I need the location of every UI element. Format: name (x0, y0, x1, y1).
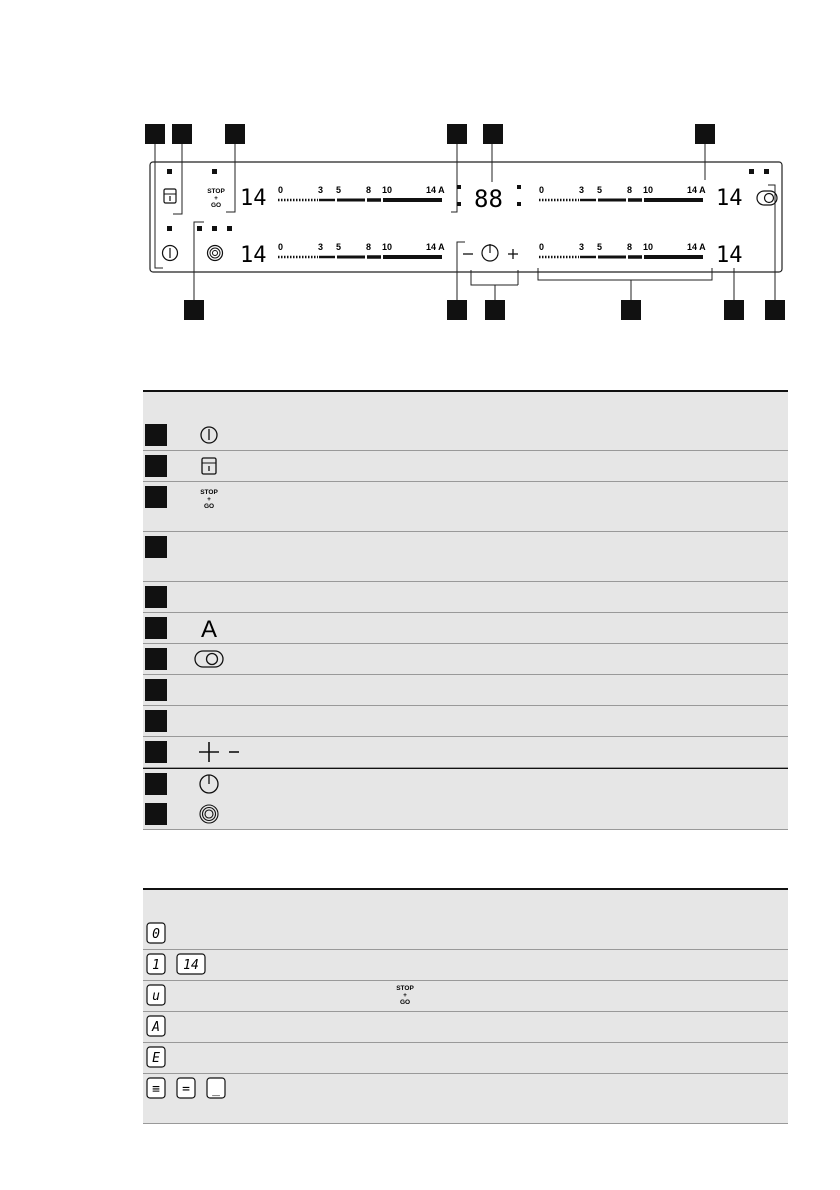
callout-3 (225, 124, 245, 144)
display-symbol: A (152, 1020, 160, 1035)
timer-icon (193, 769, 273, 799)
slider-tick-label: 5 (336, 242, 342, 252)
display-symbol: u (152, 989, 160, 1004)
callout-number (145, 773, 167, 795)
slider-tick-label: 14 A (426, 242, 445, 252)
callout-number (145, 586, 167, 608)
bridge-icon (193, 644, 273, 674)
power-slider[interactable] (539, 242, 706, 257)
table-row (143, 1012, 788, 1043)
stop-go-text: GO (399, 999, 411, 1006)
slider-tick-label: 0 (539, 242, 545, 252)
callout-number (145, 424, 167, 446)
callout-7 (765, 300, 785, 320)
empty-icon-cell (193, 675, 273, 705)
table-row (143, 981, 788, 1012)
empty-icon-cell (193, 706, 273, 736)
a-letter-icon: A (200, 616, 218, 643)
table-row (143, 768, 788, 800)
zone-power-display: 14 (716, 243, 743, 268)
callout-4 (447, 124, 467, 144)
stop-plus-label: + (214, 195, 218, 202)
callout-number (145, 455, 167, 477)
stop-go-text: STOP (396, 985, 414, 992)
table-header (143, 390, 788, 422)
table-row (143, 532, 788, 582)
stop-go-text: GO (203, 503, 215, 510)
slider-tick-label: 14 A (687, 185, 706, 195)
display-symbols (143, 1074, 443, 1123)
slider-tick-label: 8 (366, 242, 372, 252)
stop-go-text: + (207, 496, 211, 503)
table-row (143, 799, 788, 830)
slider-tick-label: 3 (579, 242, 585, 252)
booster-icon (193, 799, 273, 829)
table-row (143, 420, 788, 451)
lock-icon (193, 451, 273, 481)
callout-number (145, 536, 167, 558)
display-symbols (143, 919, 443, 949)
display-symbols (143, 981, 443, 1011)
zone-power-display: 14 (716, 186, 743, 211)
slider-tick-label: 5 (597, 242, 603, 252)
slider-tick-label: 5 (336, 185, 342, 195)
slider-tick-label: 8 (366, 185, 372, 195)
empty-icon-cell (193, 582, 273, 612)
display-symbol: 1 (152, 958, 160, 973)
slider-tick-label: 14 A (687, 242, 706, 252)
display-symbol: 0 (152, 927, 160, 942)
stop-go-icon[interactable] (207, 188, 225, 209)
slider-tick-label: 3 (579, 185, 585, 195)
slider-tick-label: 8 (627, 242, 633, 252)
slider-tick-label: 14 A (426, 185, 445, 195)
timer-icon[interactable] (482, 244, 498, 261)
callout-6 (695, 124, 715, 144)
callout-11 (447, 300, 467, 320)
slider-tick-label: 10 (643, 242, 654, 252)
stop-go-icon (193, 482, 273, 531)
table-row (143, 919, 788, 950)
slider-tick-label: 10 (382, 185, 393, 195)
callout-number (145, 679, 167, 701)
empty-icon-cell (193, 532, 273, 581)
on-off-icon (193, 420, 273, 450)
callout-9 (621, 300, 641, 320)
stop-go-text: + (403, 992, 407, 999)
display-symbols (143, 1012, 443, 1042)
slider-tick-label: 10 (382, 242, 393, 252)
slider-tick-label: 5 (597, 185, 603, 195)
callout-number (145, 741, 167, 763)
slider-tick-label: 10 (643, 185, 654, 195)
slider-tick-label: 0 (278, 242, 284, 252)
table-row (143, 737, 788, 768)
table-row (143, 644, 788, 675)
table-row (143, 613, 788, 644)
table-row (143, 1043, 788, 1074)
callout-2 (172, 124, 192, 144)
zone-power-display: 14 (240, 186, 267, 211)
slider-tick-label: 0 (539, 185, 545, 195)
display-symbols (143, 1043, 443, 1073)
table-row (143, 1074, 788, 1124)
display-symbols (143, 950, 443, 980)
zone-power-display: 14 (240, 243, 267, 268)
table-row (143, 482, 788, 532)
display-symbol: = (182, 1082, 190, 1097)
slider-tick-label: 0 (278, 185, 284, 195)
plus-minus-icon (193, 737, 273, 767)
stop-go-text: STOP (200, 489, 218, 496)
go-label: GO (210, 202, 222, 209)
slider-tick-label: 3 (318, 185, 324, 195)
table-header (143, 888, 788, 921)
power-slider[interactable] (539, 185, 706, 200)
display-symbol: E (152, 1051, 160, 1066)
slider-tick-label: 8 (627, 185, 633, 195)
display-symbol: 14 (183, 958, 199, 973)
callout-number (145, 617, 167, 639)
plus-icon[interactable] (508, 249, 518, 259)
callout-number (145, 710, 167, 732)
power-slider[interactable] (278, 185, 445, 200)
display-symbol: _ (212, 1082, 220, 1097)
bridge-icon[interactable] (757, 191, 777, 205)
callout-10 (485, 300, 505, 320)
table-row (143, 706, 788, 737)
a-letter (193, 613, 273, 643)
callout-8 (724, 300, 744, 320)
slider-tick-label: 3 (318, 242, 324, 252)
callout-number (145, 648, 167, 670)
callout-12 (184, 300, 204, 320)
display-symbol: ≡ (152, 1082, 160, 1097)
table-row (143, 451, 788, 482)
table-row (143, 582, 788, 613)
booster-icon[interactable] (208, 246, 223, 261)
callout-1 (145, 124, 165, 144)
power-slider[interactable] (278, 242, 445, 257)
table-row (143, 675, 788, 706)
control-panel-diagram (0, 0, 840, 340)
on-off-icon[interactable] (163, 246, 178, 261)
callout-5 (483, 124, 503, 144)
callout-number (145, 803, 167, 825)
lock-icon[interactable] (164, 189, 176, 203)
table-row (143, 950, 788, 981)
timer-display: 88 (474, 185, 503, 213)
callout-number (145, 486, 167, 508)
stop-label: STOP (207, 188, 225, 195)
